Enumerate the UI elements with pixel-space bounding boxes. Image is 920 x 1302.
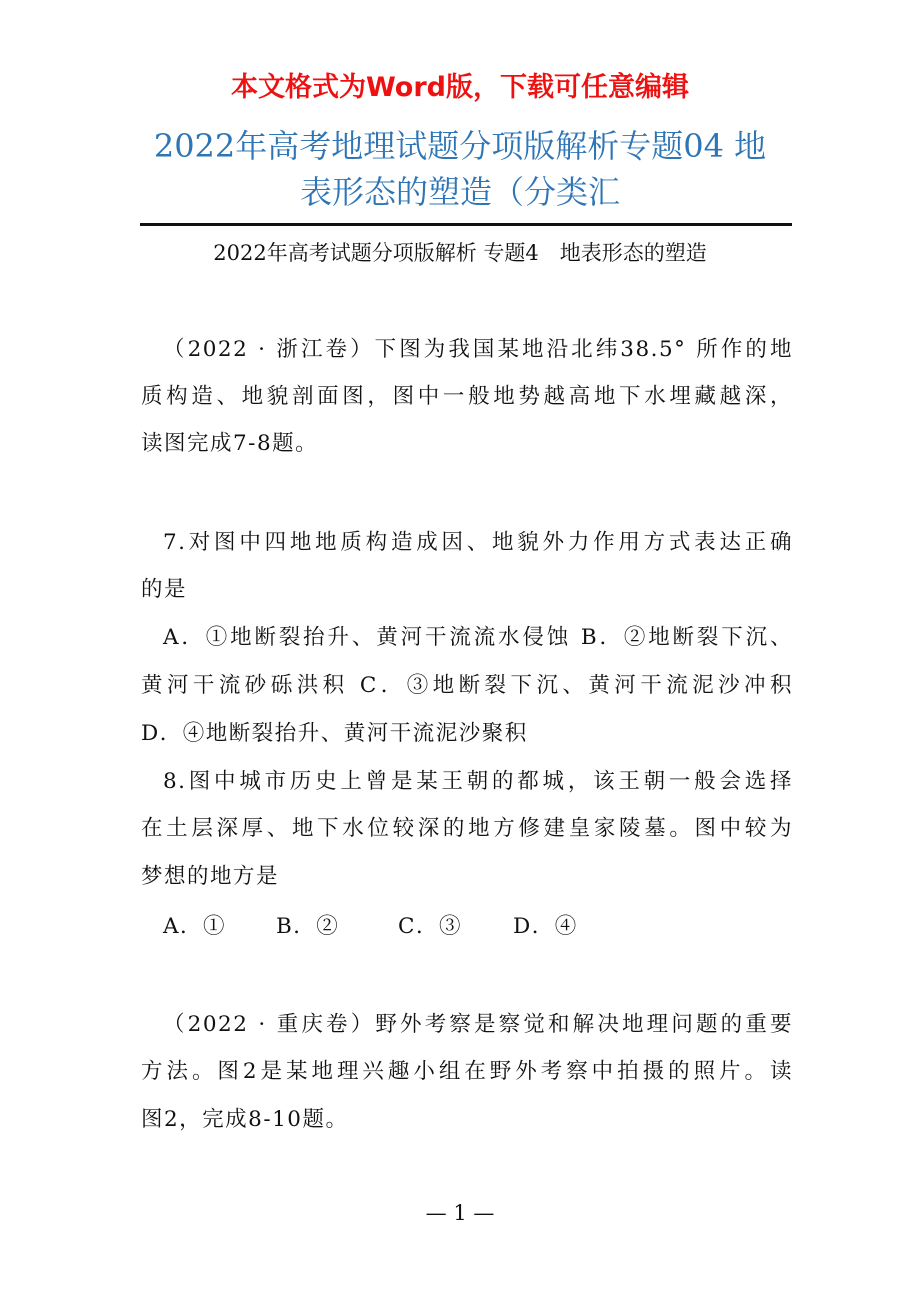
page-number: — 1 — xyxy=(425,1201,495,1225)
passage1-line: （2022 · 浙江卷）下图为我国某地沿北纬38.5° 所作的地 xyxy=(163,337,793,362)
question-7-line: 的是 xyxy=(141,577,188,602)
passage2-line: （2022 · 重庆卷）野外考察是察觉和解决地理问题的重要 xyxy=(163,1012,793,1037)
option-c: C．③ xyxy=(398,914,462,939)
option-b: B．② xyxy=(276,914,340,939)
question-8-options xyxy=(163,912,793,942)
passage2-line: 图2，完成8-10题。 xyxy=(141,1107,349,1132)
option-a: A．① xyxy=(163,914,227,939)
option-d: D．④ xyxy=(513,914,578,939)
question-8-line: 8.图中城市历史上曾是某王朝的都城，该王朝一般会选择 xyxy=(163,769,793,794)
question-8-line: 在土层深厚、地下水位较深的地方修建皇家陵墓。图中较为 xyxy=(141,816,793,841)
document-title-line-2: 表形态的塑造（分类汇 xyxy=(299,173,620,211)
word-format-banner: 本文格式为Word版，下载可任意编辑 xyxy=(230,72,689,103)
question-7-option-line: A．①地断裂抬升、黄河干流流水侵蚀 B．②地断裂下沉、 xyxy=(163,625,793,650)
subtitle: 2022年高考试题分项版解析 专题4 地表形态的塑造 xyxy=(213,241,707,265)
question-7-option-line: 黄河干流砂砾洪积 C．③地断裂下沉、黄河干流泥沙冲积 xyxy=(141,673,793,698)
passage2-line: 方法。图2是某地理兴趣小组在野外考察中拍摄的照片。读 xyxy=(141,1059,793,1084)
passage1-line: 质构造、地貌剖面图，图中一般地势越高地下水埋藏越深， xyxy=(141,384,793,409)
question-8-line: 梦想的地方是 xyxy=(141,864,280,889)
document-title-line-1: 2022年高考地理试题分项版解析专题04 地 xyxy=(153,127,767,165)
title-divider xyxy=(140,223,792,226)
passage1-line: 读图完成7-8题。 xyxy=(141,431,319,456)
question-7-line: 7.对图中四地地质构造成因、地貌外力作用方式表达正确 xyxy=(163,530,793,555)
question-7-option-line: D．④地断裂抬升、黄河干流泥沙聚积 xyxy=(141,721,528,746)
